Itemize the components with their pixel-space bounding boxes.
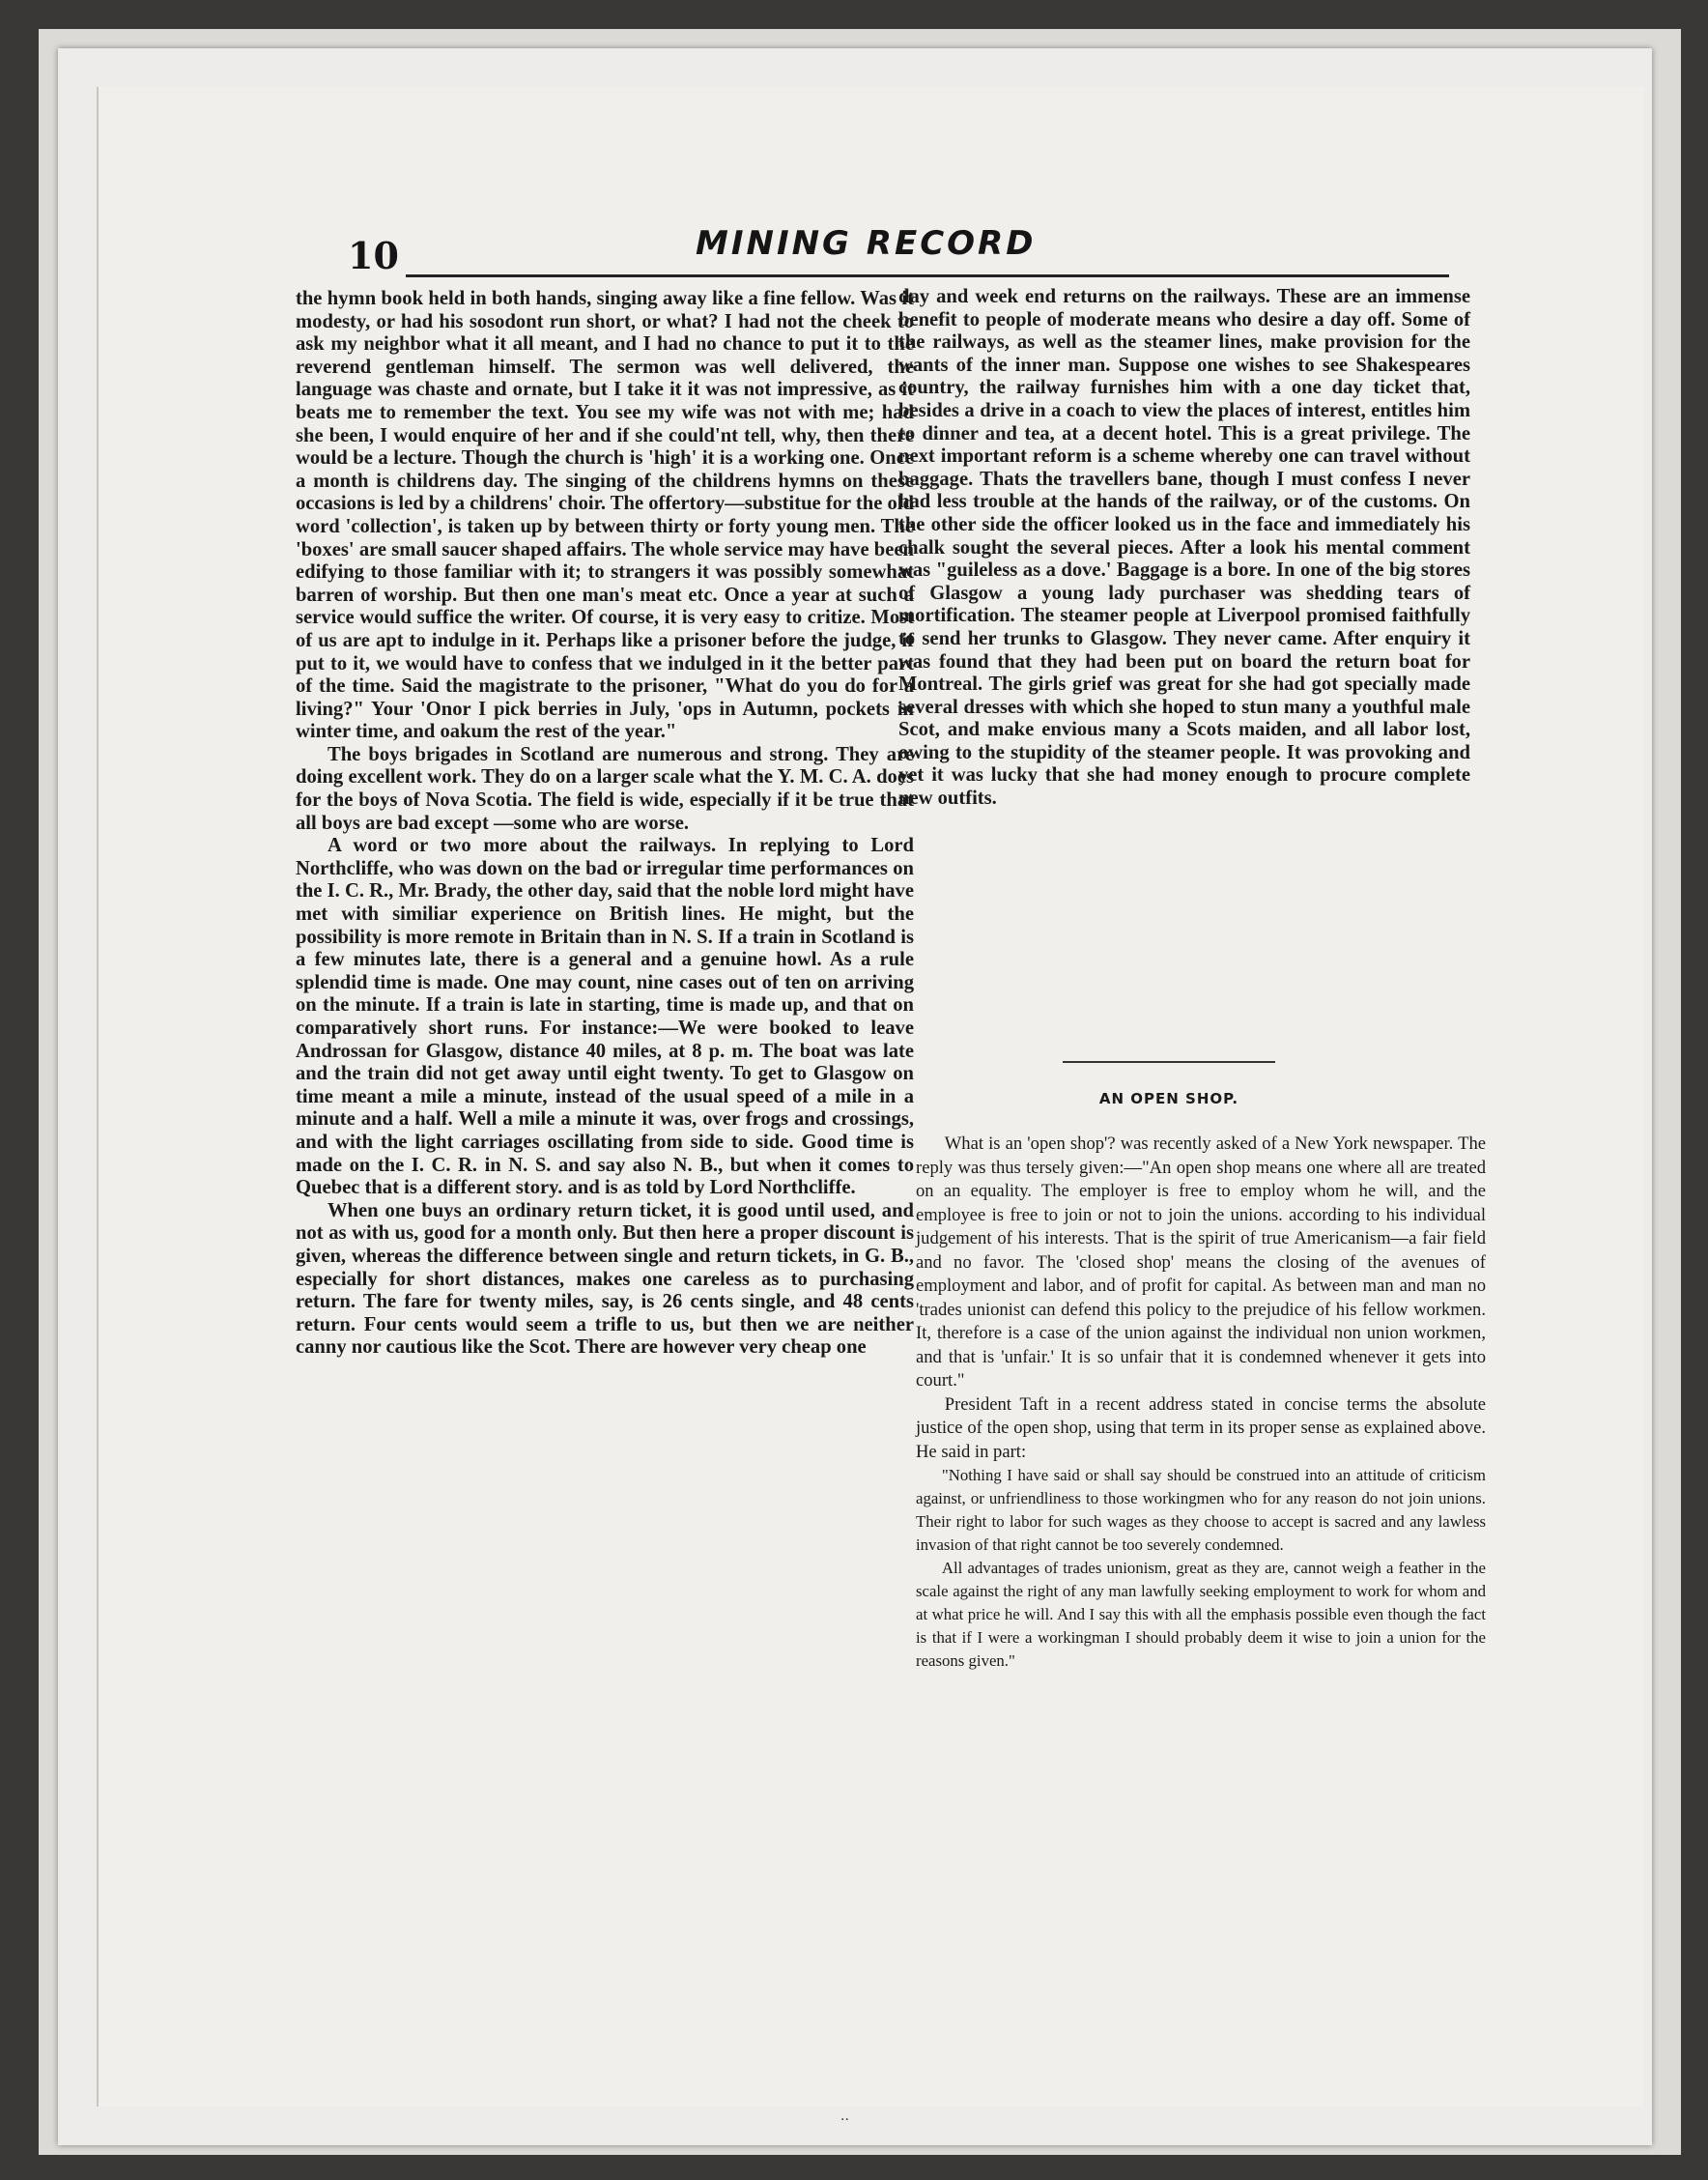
section-divider xyxy=(1063,1061,1275,1063)
header-rule xyxy=(406,274,1449,277)
paragraph: President Taft in a recent address stated in concise terms the absolute justice of the open shop, using that term in its proper sense as explained above. He said in part: xyxy=(916,1393,1486,1462)
open-shop-article xyxy=(916,1133,1486,1673)
paragraph: the hymn book held in both hands, singing away like a fine fellow. Was it modesty, or had his sosodont run short, or what? I had not the cheek to ask my neighbor what it all meant, and I had no chance to put it to the reverend gentleman himself. The sermon was well delivered, the language was chaste and ornate, but I take it it was not impressive, as it beats me to remember the text. You see my wife was not with me; had she been, I would enquire of her and if she could'nt tell, why, then there would be a lecture. Though the church is 'high' it is a working one. Once a month is childrens day. The singing of the childrens hymns on these occasions is led by a childrens' choir. The offertory—substitue for the old word 'collection', is taken up by between thirty or forty young men. The 'boxes' are small saucer shaped affairs. The whole service may have been edifying to those familiar with it; to strangers it was possibly somewhat barren of worship. But then one man's meat etc. Once a year at such a service would suffice the writer. Of course, it is very easy to critize. Most of us are apt to indulge in it. Perhaps like a prisoner before the judge, if put to it, we would have to confess that we indulged in it the better part of the time. Said the magistrate to the prisoner, "What do you do for a living?" Your 'Onor I pick berries in July, 'ops in Autumn, pockets in winter time, and oakum the rest of the year." xyxy=(296,288,914,743)
left-column xyxy=(296,288,914,1360)
paragraph: day and week end returns on the railways. These are an immense benefit to people of moderate means who desire a day off. Some of the railways, as well as the steamer lines, make provision for the wants of the inner man. Suppose one wishes to see Shakespeares country, the railway furnishes him with a one day ticket that, besides a drive in a coach to view the places of interest, entitles him to dinner and tea, at a decent hotel. This is a great privilege. The next important reform is a scheme whereby one can travel without baggage. Thats the travellers bane, though I must confess I never had less trouble at the hands of the railway, or of the customs. On the other side the officer looked us in the face and immediately his chalk sought the several pieces. After a look his mental comment was "guileless as a dove.' Baggage is a bore. In one of the big stores of Glasgow a young lady purchaser was shedding tears of mortification. The steamer people at Liverpool promised faithfully to send her trunks to Glasgow. They never came. After enquiry it was found that they had been put on board the return boat for Montreal. The girls grief was great for she had got specially made several dresses with which she hoped to stun many a youthful male Scot, and make envious many a Scots maiden, and all labor lost, owing to the stupidity of the steamer people. It was provoking and yet it was lucky that she had money enough to procure complete new outfits. xyxy=(898,286,1470,810)
print-mark: ·· xyxy=(840,2112,849,2128)
right-column-top xyxy=(898,286,1470,811)
journal-title: MINING RECORD xyxy=(696,224,1037,263)
quote-paragraph: "Nothing I have said or shall say should be construed into an attitude of criticism against, or unfriendliness to those workingmen who for any reason do not join unions. Their right to labor for such wages as they choose to accept is sacred and any lawless invasion of that right cannot be too severely condemned. xyxy=(916,1466,1486,1554)
page-number: 10 xyxy=(348,234,399,277)
quote-paragraph: All advantages of trades unionism, great as they are, cannot weigh a feather in the scale against the right of any man lawfully seeking employment to work for whom and at what price he will. And I say this with all the emphasis possible even though the fact is that if I were a workingman I should probably deem it wise to join a union for the reasons given." xyxy=(916,1559,1486,1670)
page-header xyxy=(348,224,1488,282)
paragraph: What is an 'open shop'? was recently asked of a New York newspaper. The reply was thus tersely given:—"An open shop means one where all are treated on an equality. The employer is free to employ whom he will, and the employee is free to join or not to join the unions. according to his individual judgement of his interests. That is the spirit of true Americanism—a fair field and no favor. The 'closed shop' means the closing of the avenues of employment and labor, and of profit for capital. As between man and man no 'trades unionist can defend this policy to the prejudice of his fellow workmen. It, therefore is a case of the union against the individual non union workmen, and that is 'unfair.' It is so unfair that it is condemned whenever it gets into court." xyxy=(916,1133,1486,1391)
paragraph: A word or two more about the railways. In replying to Lord Northcliffe, who was down on the bad or irregular time performances on the I. C. R., Mr. Brady, the other day, said that the noble lord might have met with similiar experience on British lines. He might, but the possibility is more remote in Britain than in N. S. If a train in Scotland is a few minutes late, there is a general and a genuine howl. As a rule splendid time is made. One may count, nine cases out of ten on arriving on the minute. If a train is late in starting, time is made up, and that on comparatively short runs. For instance:—We were booked to leave Androssan for Glasgow, distance 40 miles, at 8 p. m. The boat was late and the train did not get away until eight twenty. To get to Glasgow on time meant a mile a minute, instead of the usual speed of a mile in a minute and a half. Well a mile a minute it was, over frogs and crossings, and with the light carriages oscillating from side to side. Good time is made on the I. C. R. in N. S. and say also N. B., but when it comes to Quebec that is a different story. and is as told by Lord Northcliffe. xyxy=(296,835,914,1199)
section-heading: AN OPEN SHOP. xyxy=(1098,1090,1239,1107)
paragraph: When one buys an ordinary return ticket, it is good until used, and not as with us, good for a month only. But then here a proper discount is given, whereas the difference between single and return tickets, in G. B., especially for short distances, makes one careless as to purchasing return. The fare for twenty miles, say, is 26 cents single, and 48 cents return. Four cents would seem a trifle to us, but then we are neither canny nor cautious like the Scot. There are however very cheap one xyxy=(296,1199,914,1359)
paragraph: The boys brigades in Scotland are numerous and strong. They are doing excellent work. They do on a larger scale what the Y. M. C. A. does for the boys of Nova Scotia. The field is wide, especially if it be true that all boys are bad except —some who are worse. xyxy=(296,743,914,834)
